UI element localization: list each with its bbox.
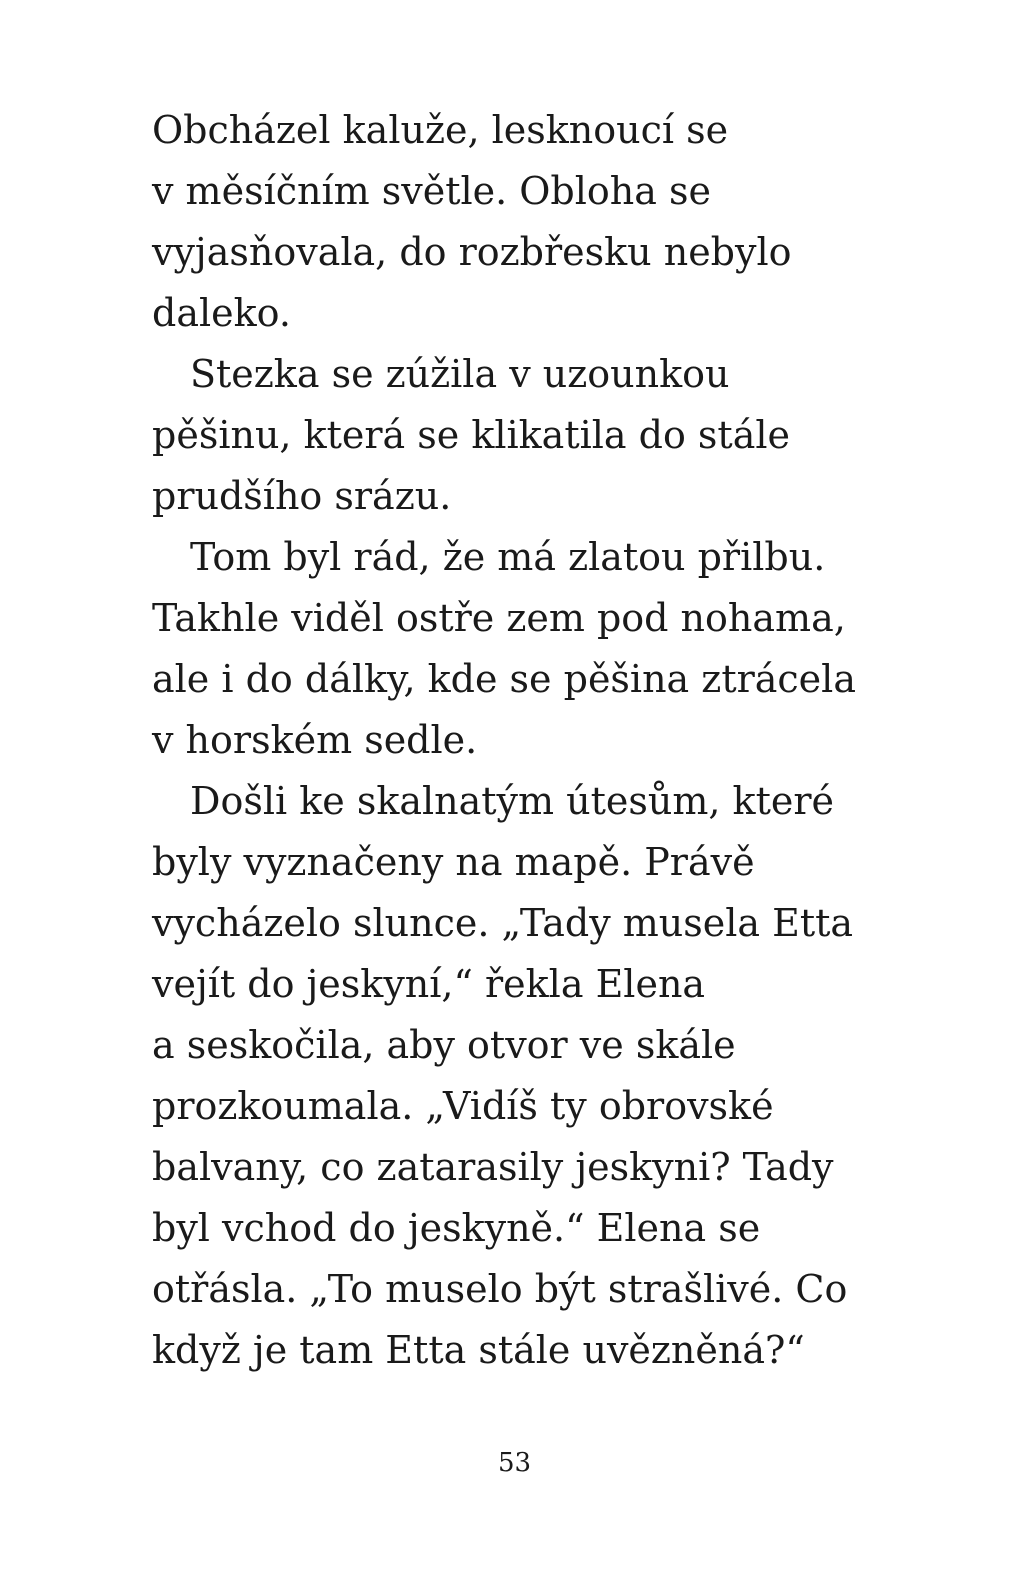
text-line: vejít do jeskyní,“ řekla Elena	[152, 962, 706, 1006]
text-line: balvany, co zatarasily jeskyni? Tady	[152, 1145, 834, 1189]
text-line: v měsíčním světle. Obloha se	[152, 169, 711, 213]
text-line: otřásla. „To muselo být strašlivé. Co	[152, 1267, 848, 1311]
paragraph-start-line: Došli ke skalnatým útesům, které	[190, 779, 834, 823]
text-line: a seskočila, aby otvor ve skále	[152, 1023, 736, 1067]
text-line: prudšího srázu.	[152, 474, 452, 518]
text-line: Obcházel kaluže, lesknoucí se	[152, 108, 729, 152]
page-number: 53	[497, 1448, 532, 1478]
body-text	[152, 100, 872, 1381]
text-line: pěšinu, která se klikatila do stále	[152, 413, 791, 457]
text-line: ale i do dálky, kde se pěšina ztrácela	[152, 657, 856, 701]
text-line: když je tam Etta stále uvězněná?“	[152, 1328, 805, 1372]
text-line: daleko.	[152, 291, 291, 335]
text-line: vyjasňovala, do rozbřesku nebylo	[152, 230, 792, 274]
text-line: prozkoumala. „Vidíš ty obrovské	[152, 1084, 774, 1128]
paragraph-start-line: Stezka se zúžila v uzounkou	[190, 352, 730, 396]
paragraph-start-line: Tom byl rád, že má zlatou přilbu.	[190, 535, 826, 579]
text-line: vycházelo slunce. „Tady musela Etta	[152, 901, 854, 945]
text-line: Takhle viděl ostře zem pod nohama,	[152, 596, 846, 640]
text-line: byl vchod do jeskyně.“ Elena se	[152, 1206, 761, 1250]
text-line: v horském sedle.	[152, 718, 478, 762]
text-line: byly vyznačeny na mapě. Právě	[152, 840, 755, 884]
